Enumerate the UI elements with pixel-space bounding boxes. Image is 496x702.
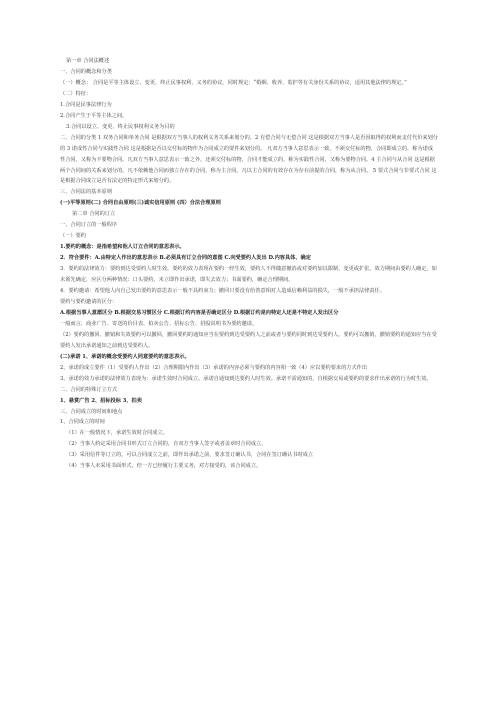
text-line: 2.合同产生于平等主体之间。: [60, 112, 128, 119]
text-line: （4）当事人未采用书面形式，但一方已经履行主要义务，对方接受的，该合同成立。: [66, 463, 262, 470]
text-line: （2）当事人约定采用合同书形式订立合同的，自双方当事人签字或者盖章时合同成立。: [66, 441, 267, 448]
text-line: （一）要约: [60, 233, 86, 240]
text-line: 要约与要约邀请的区分：: [60, 298, 118, 305]
text-line: （二）特征：: [60, 90, 92, 97]
text-line: 1.合同是民事法律行为: [60, 101, 112, 108]
text-line: 二、合同的分类 1 双务合同和单务合同 是根据双方当事人的权利义务关系来划分的。2 有偿合同与无偿合同 这是根据双方当事人是否因取得的权利而支付代价来划分的 3 诺成性合同与实践性合同 这是根据是否以交付标的物作为合同成立的要件来划分的。 凡双方当事人意思表示一致，不须交付标的物，合同即成立的，称为诺成性合同，又称为不要物合同。凡双方当事人意思表示一致之外，还须交付标的物，合同才能成立的，称为实践性合同，又称为要物合同。4 主合同与从合同 这是根据两个合同间的关系来划分的。凡不依赖他合同而独立存在的合同，称为主合同。凡以主合同的有效存在为存在前提的合同，称为从合同。 5 要式合同与非要式合同 这是根据合同成立是否有法定的特定形式来划分的。: [60, 134, 438, 185]
text-line: 4．要约邀请：希望他人向自己发出要约的意思表示一般不具约束力；撤回只要没有给善意相对人造成信赖利益的损失，一般不承担法律责任。: [60, 288, 385, 295]
text-line: (二)承诺 1、承诺的概念受要约人同意要约的意思表示。: [60, 353, 190, 360]
text-line: 1、合同成立的时间: [60, 419, 105, 426]
text-line: 第一章 合同法概述: [66, 58, 110, 64]
text-line: 1.要约的概念：是指希望和他人订立合同的意思表示。: [60, 244, 185, 251]
text-line: 三、合同成立的时间和地点: [60, 408, 123, 415]
text-line: 3、承诺的效力承诺的法律效力表现为：承诺生效时合同成立。承诺自通知到达要约人时生效。承诺不需通知的，自根据交易或要约的要求作出承诺的行为时生效。: [60, 375, 432, 382]
text-line: （1）在一般情况下，承诺生效时合同成立。: [66, 430, 168, 437]
text-line: （3）采用信件等订立的，可以合同成立之前，即作出承诺之前，要求签订确认书，合同在签订确认书时成立: [66, 452, 314, 459]
text-line: 一、合同的概念和分类: [60, 68, 112, 75]
document-body: [60, 56, 438, 472]
text-line: 3.合同以设立、变更、终止民事权利义务为目的: [66, 123, 175, 130]
text-line: 一般而言，商业广告、寄送的价目表、拍卖公告、招标公告、招股说明书为要约邀请。: [60, 320, 258, 327]
text-line: 2．符合要件：A.由特定人作出的意思表示 B.必须具有订立合同的意图 C.向受要约人发出 D.内容具体、确定: [60, 255, 311, 262]
text-line: （一）概念： 合同是平等主体设立、变更、终止民事权利、义务的协议。同时规定：“婚姻、收养、监护等有关身份关系的协议，适用其他法律的规定。”: [60, 79, 407, 86]
text-line: 2、承诺的成立要件（1）受要约人作出（2）合理期限内作出（3）承诺的内容必须与要约的内容相一致（4）应以要约要求的方式作出: [60, 364, 368, 371]
text-line: 1、悬赏广告 2、招标投标 3、拍卖: [60, 397, 142, 404]
text-line: A.根据当事人意愿区分 B.根据交易习惯区分 C.根据订约内容是否确定区分 D.根据订约是向特定人还是不特定人发出区分: [60, 309, 339, 316]
text-line: 3．要约的法律效力：要约到达受要约人时生效。要约的效力表现在要约一经生效，要约人不得随意撤消或对要约加以限制、变更或扩张。效力期间由要约人确定，如未预先确定，应区分两种情况：口头要约，未立即作出承诺，即失去效力；书面要约，确定合理期间。: [60, 266, 437, 284]
text-line: （2）要约的撤回、撤销和失效要约可以撤回，撤回要约的通知应当在要约到达受要约人之前或者与要约同时到达受要约人。要约可以撤销，撤销要约的通知应当在受要约人发出承诺通知之前到达受要约人。: [60, 331, 437, 349]
text-line: 二、合同的特殊订立方式: [60, 386, 118, 393]
text-line: 三、合同法的基本原则: [60, 189, 112, 196]
text-line: 第二章 合同的订立: [72, 211, 116, 218]
text-line: (一)平等原则(二) 合同自由原则(三)诚实信用原则 (四）合法合理原则: [60, 200, 221, 207]
text-line: 一、合同订立的一般程序: [60, 222, 118, 229]
